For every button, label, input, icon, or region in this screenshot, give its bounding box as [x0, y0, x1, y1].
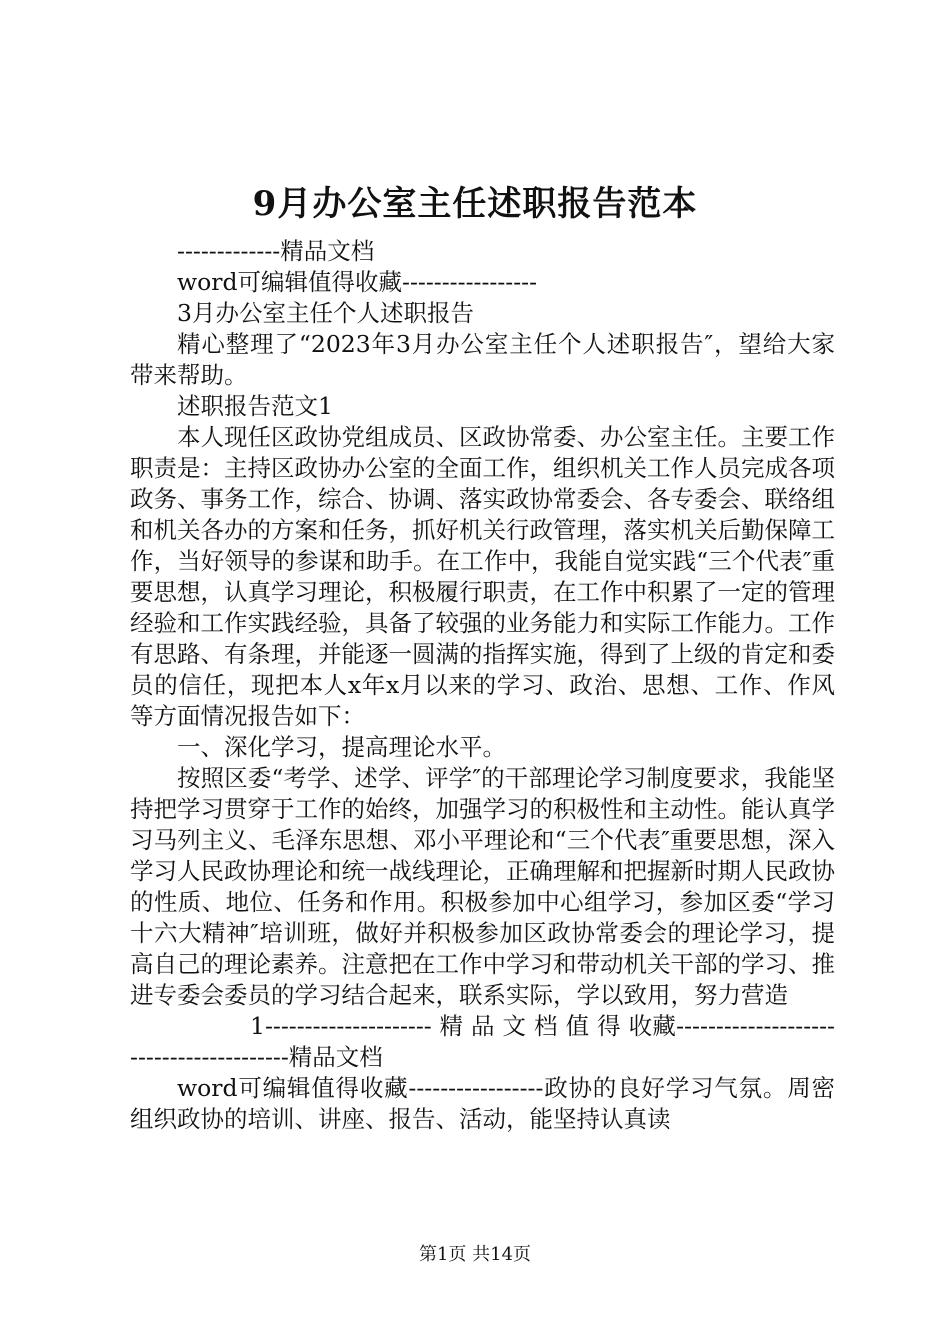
document-body: [130, 236, 835, 1135]
document-title: 9月办公室主任述职报告范本: [252, 184, 698, 224]
body-paragraph-duties: 本人现任区政协党组成员、区政协常委、办公室主任。主要工作职责是：主持区政协办公室的全面工作，组织机关工作人员完成各项政务、事务工作，综合、协调、落实政协常委会、各专委会、联络组和机关各办的方案和任务，抓好机关行政管理，落实机关后勤保障工作，当好领导的参谋和助手。在工作中，我能自觉实践“三个代表″重要思想，认真学习理论，积极履行职责，在工作中积累了一定的管理经验和工作实践经验，具备了较强的业务能力和实际工作能力。工作有思路、有条理，并能逐一圆满的指挥实施，得到了上级的肯定和委员的信任，现把本人x年x月以来的学习、政治、思想、工作、作风等方面情况报告如下：: [130, 423, 835, 730]
body-paragraph-study: 按照区委“考学、述学、评学″的干部理论学习制度要求，我能坚持把学习贯穿于工作的始终，加强学习的积极性和主动性。能认真学习马列主义、毛泽东思想、邓小平理论和“三个代表″重要思想，深入学习人民政协理论和统一战线理论，正确理解和把握新时期人民政协的性质、地位、任务和作用。积极参加中心组学习，参加区委“学习十六大精神″培训班，做好并积极参加区政协常委会的理论学习，提高自己的理论素养。注意把在工作中学习和带动机关干部的学习、推进专委会委员的学习结合起来，联系实际，学以致用，努力营造: [130, 764, 835, 1009]
page-number-footer: 第1页 共14页: [418, 1244, 532, 1265]
header-watermark-line: word可编辑值得收藏-----------------: [177, 268, 538, 296]
continued-paragraph: word可编辑值得收藏-----------------政协的良好学习气氛。周密组织政协的培训、讲座、报告、活动，能坚持认真读: [130, 1074, 835, 1133]
section-heading-sample-1: 述职报告范文1: [177, 392, 333, 420]
subtitle-line: 3月办公室主任个人述职报告: [177, 299, 474, 327]
page-break-watermark-line: 1--------------------- 精 品 文 档 值 得 收藏----------------------------------------精品文档: [130, 1012, 835, 1071]
section-heading-study: 一、深化学习，提高理论水平。: [177, 733, 506, 761]
header-separator-line: -------------精品文档: [177, 237, 375, 265]
intro-paragraph: 精心整理了“2023年3月办公室主任个人述职报告″，望给大家带来帮助。: [130, 330, 835, 389]
